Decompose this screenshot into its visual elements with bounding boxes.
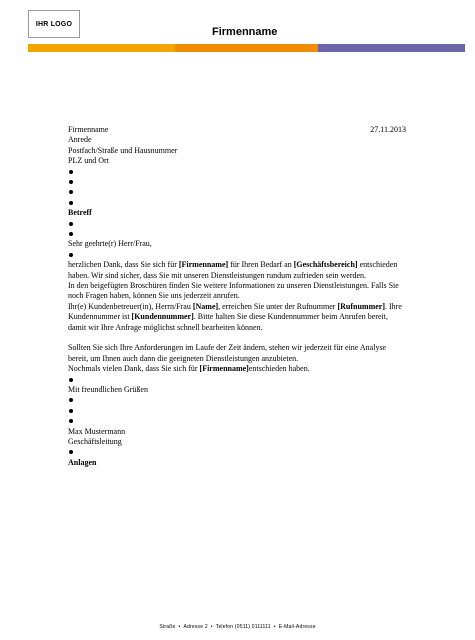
bullet-marker (68, 416, 406, 426)
signer-name: Max Mustermann (68, 426, 126, 436)
logo-text: IHR LOGO (35, 20, 73, 28)
attachments-label: Anlagen (68, 457, 97, 467)
bullet-marker (68, 219, 406, 229)
logo-placeholder (28, 10, 80, 38)
footer-address: Straße • Adresse 2 • Telefon (0511) 0111111 • E-Mail-Adresse (159, 624, 316, 630)
sender-date-line (68, 125, 406, 135)
paragraph-thanks-again: Nochmals vielen Dank, dass Sie sich für [Firmenname]entschieden haben. (68, 364, 310, 374)
bullet-marker (68, 375, 406, 385)
recipient-salutation: Anrede (68, 135, 92, 145)
bullet-marker (68, 198, 406, 208)
salutation: Sehr geehrte(r) Herr/Frau, (68, 239, 152, 249)
signer-title: Geschäftsleitung (68, 437, 122, 446)
letter-body (68, 125, 406, 468)
subject-line: Betreff (68, 208, 92, 218)
company-title: Firmenname (212, 26, 278, 38)
sender-name: Firmenname (68, 125, 109, 134)
closing: Mit freundlichen Grüßen (68, 385, 148, 395)
paragraph-requirements: Sollten Sie sich Ihre Anforderungen im Laufe der Zeit ändern, stehen wir jederzeit für eine Analyse bereit, um Ihnen auch dann die geeigneten Dienstleistungen anzubieten. (68, 343, 387, 363)
footer-street: Straße (159, 624, 176, 630)
bullet-marker (68, 177, 406, 187)
footer-email: E-Mail-Adresse (278, 624, 316, 630)
footer-phone: Telefon (0511) 0111111 (215, 624, 271, 630)
bullet-marker (68, 395, 406, 405)
bullet-marker (68, 229, 406, 239)
accent-bar-deep-orange (175, 44, 318, 52)
bullet-marker (68, 250, 406, 260)
paragraph-thanks: herzlichen Dank, dass Sie sich für [Firmenname] für Ihren Bedarf an [Geschäftsbereich] entschieden haben. Wir sind sicher, dass Sie mit unseren Dienstleistungen rundum zufrieden sein werden. (68, 260, 398, 280)
footer-address-line: Adresse 2 (183, 624, 208, 630)
letter-date: 27.11.2013 (370, 125, 406, 134)
recipient-street: Postfach/Straße und Hausnummer (68, 145, 178, 155)
paragraph-brochures: In den beigefügten Broschüren finden Sie weitere Informationen zu unseren Dienstleistungen. Falls Sie noch Fragen haben, können Sie uns jederzeit anrufen. (68, 280, 399, 301)
bullet-marker (68, 167, 406, 177)
bullet-marker (68, 447, 406, 457)
recipient-city: PLZ und Ort (68, 156, 109, 166)
accent-bar-purple (318, 44, 465, 52)
paragraph-contact: Ihr(e) Kundenbetreuer(in), Herrn/Frau [Name], erreichen Sie unter der Rufnummer [Rufnummer]. Ihre Kundennummer ist [Kundennummer]. Bitte halten Sie diese Kundennummer beim Anrufen bereit, damit wir Ihre Anfrage möglichst schnell bearbeiten können. (68, 301, 402, 332)
bullet-marker (68, 187, 406, 197)
bullet-marker (68, 406, 406, 416)
